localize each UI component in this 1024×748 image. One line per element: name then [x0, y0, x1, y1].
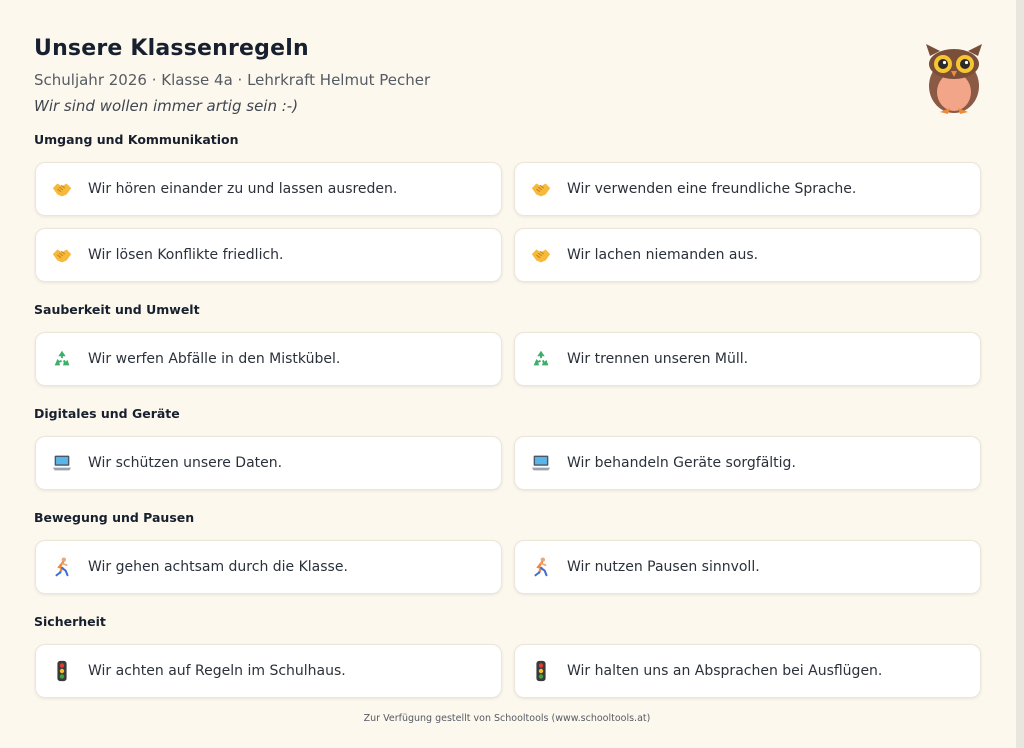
- laptop-icon: [530, 452, 552, 474]
- rule-row: [34, 540, 982, 594]
- section-heading-digital: Digitales und Geräte: [34, 406, 180, 421]
- scrollbar[interactable]: [1016, 0, 1024, 748]
- rule-row: [34, 228, 982, 282]
- handshake-icon: [51, 178, 73, 200]
- rule-text: Wir hören einander zu und lassen ausreden.: [88, 181, 398, 197]
- traffic-light-icon: [51, 660, 73, 682]
- rule-row: [34, 436, 982, 490]
- rule-text: Wir behandeln Geräte sorgfältig.: [567, 455, 796, 471]
- traffic-light-icon: [530, 660, 552, 682]
- rule-text: Wir werfen Abfälle in den Mistkübel.: [88, 351, 341, 367]
- rule-text: Wir halten uns an Absprachen bei Ausflügen.: [567, 663, 883, 679]
- rule-card[interactable]: [514, 332, 981, 386]
- rule-text: Wir achten auf Regeln im Schulhaus.: [88, 663, 346, 679]
- rule-card[interactable]: [514, 162, 981, 216]
- footer-credit: Zur Verfügung gestellt von Schooltools (www.schooltools.at): [363, 713, 651, 724]
- rule-card[interactable]: [514, 228, 981, 282]
- rule-card[interactable]: [35, 540, 502, 594]
- rule-text: Wir schützen unsere Daten.: [88, 455, 283, 471]
- rule-row: [34, 162, 982, 216]
- rule-card[interactable]: [35, 332, 502, 386]
- rule-text: Wir gehen achtsam durch die Klasse.: [88, 559, 348, 575]
- running-person-icon: [530, 556, 552, 578]
- rule-card[interactable]: [514, 436, 981, 490]
- rule-text: Wir nutzen Pausen sinnvoll.: [567, 559, 760, 575]
- section-heading-movement: Bewegung und Pausen: [34, 510, 195, 525]
- owl-icon: [924, 42, 984, 116]
- rule-card[interactable]: [514, 540, 981, 594]
- handshake-icon: [51, 244, 73, 266]
- handshake-icon: [530, 244, 552, 266]
- page-subtitle: Schuljahr 2026 · Klasse 4a · Lehrkraft Helmut Pecher: [34, 71, 431, 89]
- rule-row: [34, 644, 982, 698]
- rule-card[interactable]: [514, 644, 981, 698]
- rule-text: Wir trennen unseren Müll.: [567, 351, 749, 367]
- rule-card[interactable]: [35, 436, 502, 490]
- section-heading-safety: Sicherheit: [34, 614, 106, 629]
- rule-card[interactable]: [35, 162, 502, 216]
- handshake-icon: [530, 178, 552, 200]
- recycle-icon: [51, 348, 73, 370]
- page-title: Unsere Klassenregeln: [34, 36, 309, 61]
- rule-text: Wir verwenden eine freundliche Sprache.: [567, 181, 857, 197]
- recycle-icon: [530, 348, 552, 370]
- rule-card[interactable]: [35, 644, 502, 698]
- rule-text: Wir lösen Konflikte friedlich.: [88, 247, 284, 263]
- rule-card[interactable]: [35, 228, 502, 282]
- rule-text: Wir lachen niemanden aus.: [567, 247, 759, 263]
- laptop-icon: [51, 452, 73, 474]
- running-person-icon: [51, 556, 73, 578]
- section-heading-environment: Sauberkeit und Umwelt: [34, 302, 200, 317]
- class-motto: Wir sind wollen immer artig sein :-): [34, 97, 299, 115]
- rule-row: [34, 332, 982, 386]
- section-heading-communication: Umgang und Kommunikation: [34, 132, 239, 147]
